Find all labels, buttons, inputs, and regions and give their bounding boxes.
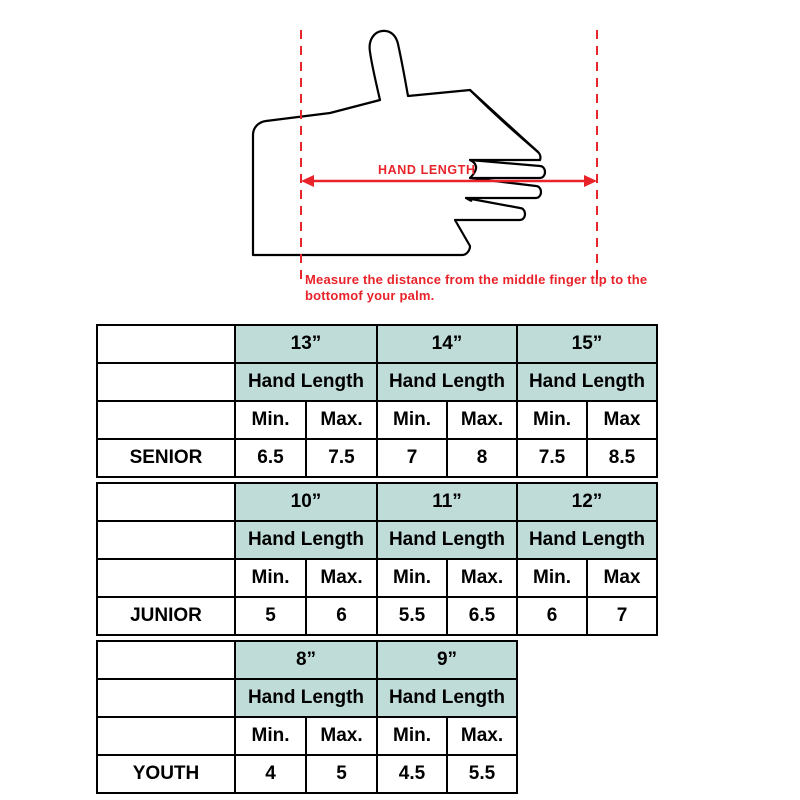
table-row bbox=[97, 717, 517, 755]
value-cell: 4.5 bbox=[377, 755, 447, 793]
spacer-cell bbox=[97, 363, 235, 401]
hand-length-header: Hand Length bbox=[377, 521, 517, 559]
spacer-cell bbox=[97, 483, 235, 521]
hand-measurement-diagram bbox=[0, 0, 800, 320]
value-cell: 5 bbox=[306, 755, 377, 793]
value-cell: 6 bbox=[306, 597, 377, 635]
table-row bbox=[97, 325, 657, 363]
hand-length-header: Hand Length bbox=[377, 363, 517, 401]
table-row bbox=[97, 401, 657, 439]
size-header-12: 12” bbox=[517, 483, 657, 521]
max-header: Max. bbox=[306, 717, 377, 755]
size-header-11: 11” bbox=[377, 483, 517, 521]
spacer-cell bbox=[97, 717, 235, 755]
min-header: Min. bbox=[377, 401, 447, 439]
max-header: Max. bbox=[447, 401, 517, 439]
spacer-cell bbox=[97, 325, 235, 363]
hand-length-header: Hand Length bbox=[235, 679, 377, 717]
spacer-cell bbox=[97, 401, 235, 439]
table-row bbox=[97, 755, 517, 793]
value-cell: 6.5 bbox=[235, 439, 306, 477]
table-row bbox=[97, 363, 657, 401]
spacer-cell bbox=[97, 521, 235, 559]
table-row bbox=[97, 439, 657, 477]
max-header: Max bbox=[587, 401, 657, 439]
size-table-youth bbox=[96, 640, 518, 794]
size-header-14: 14” bbox=[377, 325, 517, 363]
hand-length-header: Hand Length bbox=[235, 521, 377, 559]
size-header-10: 10” bbox=[235, 483, 377, 521]
value-cell: 5.5 bbox=[447, 755, 517, 793]
value-cell: 5.5 bbox=[377, 597, 447, 635]
table-row bbox=[97, 559, 657, 597]
size-chart bbox=[96, 324, 716, 794]
min-header: Min. bbox=[517, 401, 587, 439]
hand-length-label: HAND LENGTH bbox=[378, 163, 476, 177]
hand-length-header: Hand Length bbox=[517, 363, 657, 401]
max-header: Max bbox=[587, 559, 657, 597]
hand-length-header: Hand Length bbox=[517, 521, 657, 559]
hand-length-header: Hand Length bbox=[377, 679, 517, 717]
max-header: Max. bbox=[447, 559, 517, 597]
value-cell: 7.5 bbox=[517, 439, 587, 477]
table-row bbox=[97, 597, 657, 635]
spacer-cell bbox=[97, 641, 235, 679]
hand-outline-icon bbox=[253, 31, 545, 255]
min-header: Min. bbox=[235, 559, 306, 597]
table-row bbox=[97, 521, 657, 559]
min-header: Min. bbox=[377, 559, 447, 597]
max-header: Max. bbox=[306, 559, 377, 597]
size-header-9: 9” bbox=[377, 641, 517, 679]
value-cell: 7 bbox=[377, 439, 447, 477]
size-table-junior bbox=[96, 482, 658, 636]
spacer-cell bbox=[97, 559, 235, 597]
spacer-cell bbox=[97, 679, 235, 717]
table-row bbox=[97, 679, 517, 717]
hand-length-header: Hand Length bbox=[235, 363, 377, 401]
value-cell: 8.5 bbox=[587, 439, 657, 477]
value-cell: 7 bbox=[587, 597, 657, 635]
value-cell: 4 bbox=[235, 755, 306, 793]
min-header: Min. bbox=[235, 401, 306, 439]
category-youth: YOUTH bbox=[97, 755, 235, 793]
measure-instruction-text: Measure the distance from the middle finger tip to the bottomof your palm. bbox=[305, 272, 648, 303]
table-row bbox=[97, 483, 657, 521]
value-cell: 7.5 bbox=[306, 439, 377, 477]
max-header: Max. bbox=[447, 717, 517, 755]
size-header-15: 15” bbox=[517, 325, 657, 363]
value-cell: 8 bbox=[447, 439, 517, 477]
table-row bbox=[97, 641, 517, 679]
category-junior: JUNIOR bbox=[97, 597, 235, 635]
min-header: Min. bbox=[517, 559, 587, 597]
value-cell: 6 bbox=[517, 597, 587, 635]
size-header-13: 13” bbox=[235, 325, 377, 363]
size-header-8: 8” bbox=[235, 641, 377, 679]
max-header: Max. bbox=[306, 401, 377, 439]
size-table-senior bbox=[96, 324, 658, 478]
value-cell: 6.5 bbox=[447, 597, 517, 635]
value-cell: 5 bbox=[235, 597, 306, 635]
category-senior: SENIOR bbox=[97, 439, 235, 477]
min-header: Min. bbox=[235, 717, 306, 755]
min-header: Min. bbox=[377, 717, 447, 755]
